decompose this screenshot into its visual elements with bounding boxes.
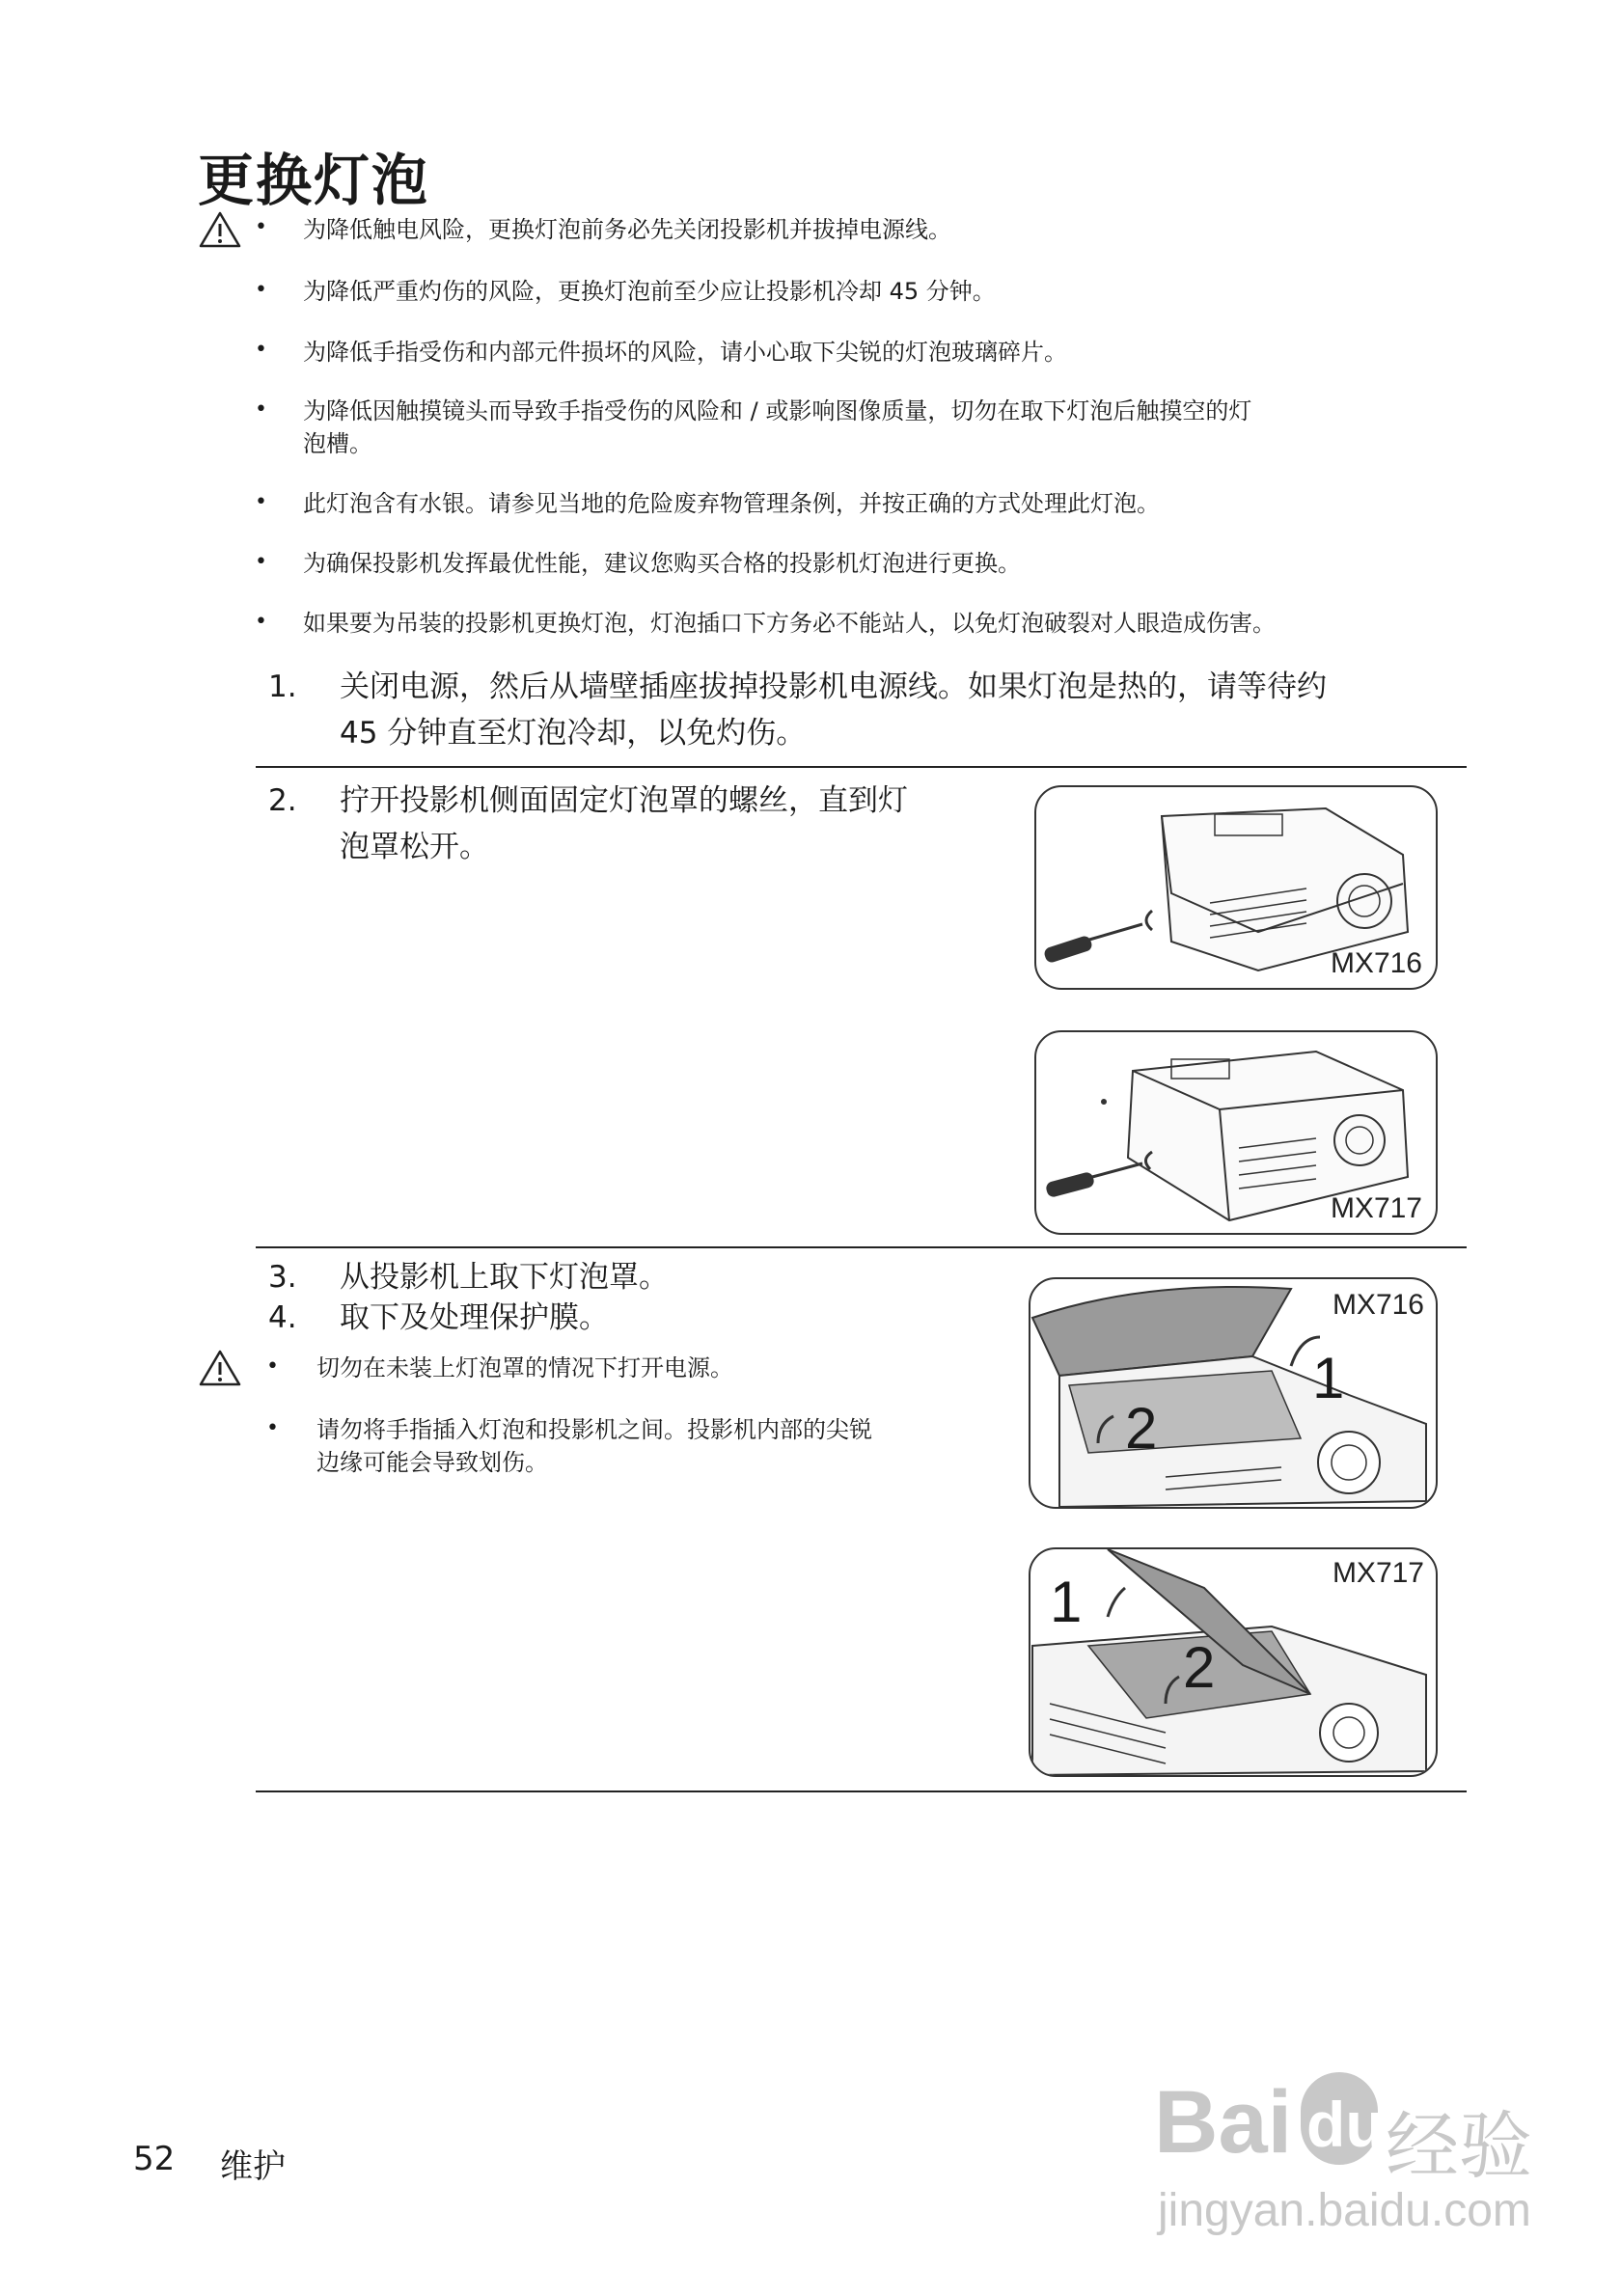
screwdriver-icon bbox=[1043, 924, 1142, 964]
step-1-number: 1. bbox=[268, 670, 297, 704]
page-title: 更换灯泡 bbox=[198, 148, 430, 213]
step-3-text: 从投影机上取下灯泡罩。 bbox=[340, 1260, 669, 1295]
section-divider bbox=[256, 766, 1467, 768]
bullet: • bbox=[255, 397, 267, 422]
step-4-text: 取下及处理保护膜。 bbox=[340, 1300, 609, 1335]
warning-item: 请勿将手指插入灯泡和投影机之间。投影机内部的尖锐 bbox=[316, 1416, 872, 1443]
warning-item-continued: 泡槽。 bbox=[303, 430, 372, 457]
callout-number: 1 bbox=[1312, 1346, 1345, 1410]
warning-item: 为降低手指受伤和内部元件损坏的风险，请小心取下尖锐的灯泡玻璃碎片。 bbox=[303, 339, 1067, 366]
page-number: 52 bbox=[133, 2140, 176, 2178]
watermark-brand: Bai bbox=[1154, 2073, 1293, 2172]
step-1-text-continued: 45 分钟直至灯泡冷却，以免灼伤。 bbox=[340, 716, 807, 751]
figure-mx716-screw bbox=[1034, 785, 1438, 990]
warning-triangle-icon bbox=[198, 1349, 242, 1387]
step-1-text: 关闭电源，然后从墙壁插座拔掉投影机电源线。如果灯泡是热的，请等待约 bbox=[340, 670, 1327, 704]
screwdriver-icon bbox=[1045, 1163, 1142, 1198]
warning-item: 如果要为吊装的投影机更换灯泡，灯泡插口下方务必不能站人，以免灯泡破裂对人眼造成伤害。 bbox=[303, 610, 1276, 637]
watermark-url: jingyan.baidu.com bbox=[1158, 2185, 1531, 2236]
bullet: • bbox=[255, 610, 267, 634]
paw-icon bbox=[1301, 2072, 1385, 2165]
warning-item: 为降低触电风险，更换灯泡前务必先关闭投影机并拔掉电源线。 bbox=[303, 216, 951, 243]
warning-item-continued: 边缘可能会导致划伤。 bbox=[316, 1449, 548, 1476]
bullet: • bbox=[255, 550, 267, 574]
section-name: 维护 bbox=[220, 2147, 286, 2186]
figure-mx716-cover bbox=[1029, 1277, 1438, 1509]
watermark-brand-suffix: du bbox=[1306, 2089, 1385, 2160]
bullet: • bbox=[255, 490, 267, 514]
model-label: MX716 bbox=[1332, 1289, 1424, 1321]
warning-item: 为降低严重灼伤的风险，更换灯泡前至少应让投影机冷却 45 分钟。 bbox=[303, 278, 996, 305]
callout-number: 2 bbox=[1125, 1396, 1158, 1461]
figure-mx717-cover bbox=[1029, 1547, 1438, 1777]
warning-triangle-icon bbox=[198, 210, 242, 249]
bullet: • bbox=[255, 338, 267, 362]
step-2-number: 2. bbox=[268, 783, 297, 818]
figure-mx717-screw bbox=[1034, 1030, 1438, 1235]
bullet: • bbox=[266, 1354, 279, 1379]
model-label: MX716 bbox=[1330, 947, 1422, 979]
model-label: MX717 bbox=[1332, 1557, 1424, 1589]
bullet: • bbox=[266, 1416, 279, 1440]
watermark-jingyan: 经验 bbox=[1386, 2103, 1532, 2189]
warning-item: 为确保投影机发挥最优性能，建议您购买合格的投影机灯泡进行更换。 bbox=[303, 550, 1021, 577]
warning-item: 切勿在未装上灯泡罩的情况下打开电源。 bbox=[316, 1354, 733, 1381]
bullet: • bbox=[255, 215, 267, 239]
section-divider bbox=[256, 1246, 1467, 1248]
callout-number: 1 bbox=[1050, 1570, 1083, 1634]
step-2-text-continued: 泡罩松开。 bbox=[340, 830, 489, 864]
step-4-number: 4. bbox=[268, 1300, 297, 1335]
model-label: MX717 bbox=[1330, 1192, 1422, 1224]
warning-item: 此灯泡含有水银。请参见当地的危险废弃物管理条例，并按正确的方式处理此灯泡。 bbox=[303, 490, 1160, 517]
step-2-text: 拧开投影机侧面固定灯泡罩的螺丝，直到灯 bbox=[340, 783, 908, 818]
callout-number: 2 bbox=[1183, 1635, 1216, 1700]
bullet: • bbox=[255, 278, 267, 302]
warning-item: 为降低因触摸镜头而导致手指受伤的风险和 / 或影响图像质量，切勿在取下灯泡后触摸空的灯 bbox=[303, 397, 1252, 424]
step-3-number: 3. bbox=[268, 1260, 297, 1295]
section-divider bbox=[256, 1790, 1467, 1792]
